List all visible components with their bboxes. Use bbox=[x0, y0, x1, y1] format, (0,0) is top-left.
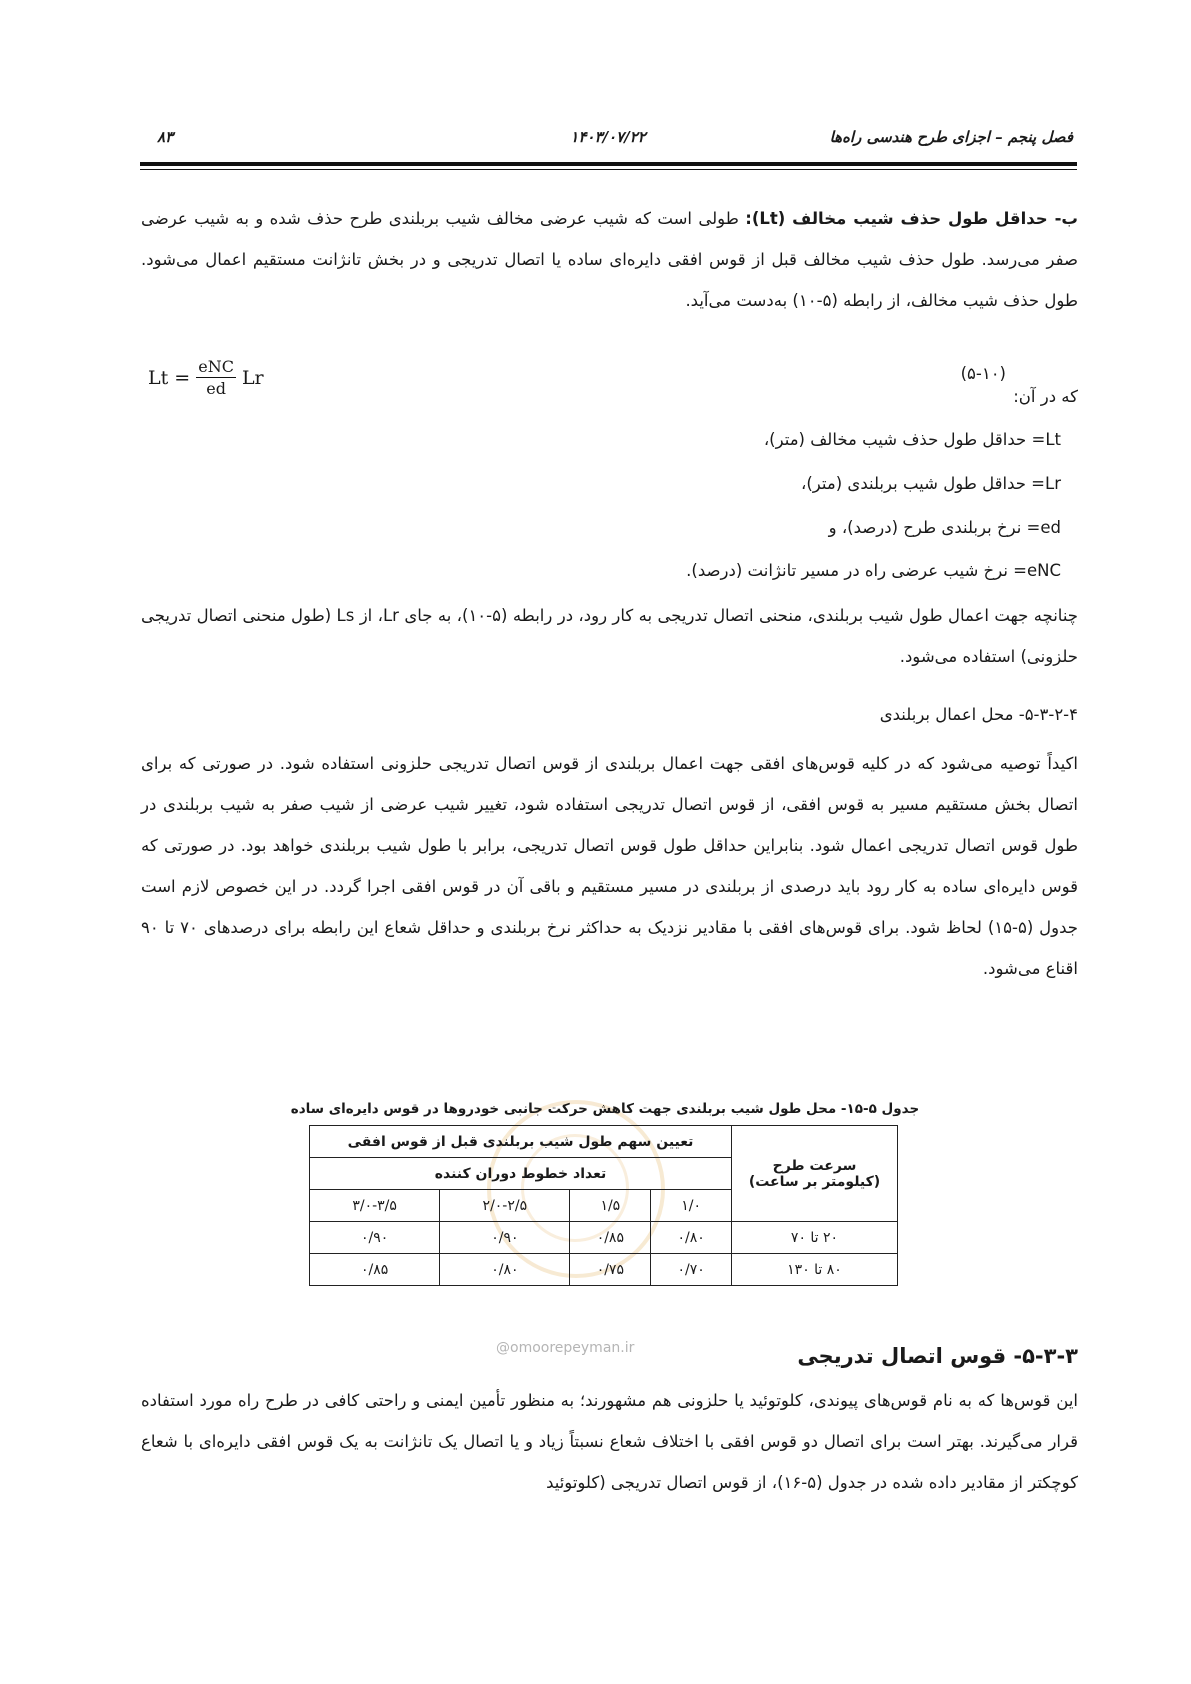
paragraph-b-text: طولی است که شیب عرضی مخالف شیب بربلندی طرح حذف شده و به شیب عرضی صفر می‌رسد. طول حذف شیب مخالف قبل از قوس افقی دایره‌ای ساده یا اتصال تدریجی و در بخش تانژانت مستقیم اعمال می‌شود. طول حذف شیب مخالف، از رابطه (۵-۱۰) به‌دست می‌آید. bbox=[141, 209, 1078, 310]
superelevation-table bbox=[309, 1125, 898, 1286]
lane-col-1: ۱/۰ bbox=[651, 1190, 732, 1222]
header-date: ۱۴۰۳/۰۷/۲۲ bbox=[570, 128, 646, 146]
paragraph-location: اکیداً توصیه می‌شود که در کلیه قوس‌های افقی جهت اعمال بربلندی از قوس اتصال تدریجی حلزونی استفاده شود. در صورتی که برای اتصال بخش مستقیم مسیر به قوس افقی، از قوس اتصال تدریجی استفاده شود، تغییر شیب عرضی از شیب صفر به شیب بربلندی در طول قوس اتصال تدریجی اعمال شود. بنابراین حداقل طول قوس اتصال تدریجی، برابر با طول شیب بربلندی خواهد بود. در صورتی که قوس دایره‌ای ساده به کار رود باید درصدی از بربلندی در مسیر مستقیم و باقی آن در قوس افقی اجرا گردد. در این خصوص لازم است جدول (۵-۱۵) لحاظ شود. برای قوس‌های افقی با مقادیر نزدیک به حداکثر نرخ بربلندی و حداقل شعاع این رابطه برای درصدهای ۷۰ تا ۹۰ اقناع می‌شود. bbox=[141, 754, 1079, 978]
header-rule-thick bbox=[140, 162, 1077, 166]
section-title: ۵-۳-۳- قوس اتصال تدریجی bbox=[797, 1344, 1078, 1368]
table-caption: جدول ۵-۱۵- محل طول شیب بربلندی جهت کاهش حرکت جانبی خودروها در قوس دایره‌ای ساده bbox=[290, 1101, 920, 1117]
value-cell: ۰/۷۰ bbox=[651, 1254, 732, 1286]
table-row bbox=[310, 1254, 898, 1286]
formula bbox=[148, 357, 264, 398]
definitions-intro: که در آن: bbox=[1013, 387, 1078, 406]
formula-fraction bbox=[196, 357, 236, 398]
equation-number: (۵-۱۰) bbox=[960, 364, 1006, 383]
table-row bbox=[310, 1222, 898, 1254]
paragraph-b bbox=[141, 198, 1078, 321]
value-cell: ۰/۸۰ bbox=[651, 1222, 732, 1254]
formula-rhs: Lr bbox=[241, 366, 264, 389]
formula-denominator: ed bbox=[206, 379, 226, 398]
formula-numerator: eNC bbox=[198, 357, 234, 376]
paragraph-spiral: چنانچه جهت اعمال طول شیب بربلندی، منحنی اتصال تدریجی به کار رود، در رابطه (۵-۱۰)، به جای Lr، از Ls (طول منحنی اتصال تدریجی حلزونی) استفاده می‌شود. bbox=[141, 606, 1078, 666]
page-header bbox=[143, 128, 1073, 154]
value-cell: ۰/۹۰ bbox=[440, 1222, 570, 1254]
speed-cell: ۸۰ تا ۱۳۰ bbox=[732, 1254, 898, 1286]
subsection-title: ۵-۳-۲-۴- محل اعمال بربلندی bbox=[879, 705, 1078, 724]
value-cell: ۰/۸۵ bbox=[570, 1222, 651, 1254]
speed-header: سرعت طرح (کیلومتر بر ساعت) bbox=[732, 1126, 898, 1222]
definition-lr: Lr= حداقل طول شیب بربلندی (متر)، bbox=[801, 474, 1061, 493]
chapter-title: فصل پنجم – اجزای طرح هندسی راه‌ها bbox=[829, 128, 1073, 146]
value-cell: ۰/۷۵ bbox=[570, 1254, 651, 1286]
page-number: ۸۳ bbox=[157, 128, 174, 146]
lanes-header: تعداد خطوط دوران کننده bbox=[310, 1158, 732, 1190]
group-header: تعیین سهم طول شیب بربلندی قبل از قوس افقی bbox=[310, 1126, 732, 1158]
definition-enc: eNC= نرخ شیب عرضی راه در مسیر تانژانت (درصد). bbox=[686, 561, 1061, 580]
value-cell: ۰/۸۵ bbox=[310, 1254, 440, 1286]
lane-col-1-5: ۱/۵ bbox=[570, 1190, 651, 1222]
paragraph-clothoid: این قوس‌ها که به نام قوس‌های پیوندی، کلوتوئید یا حلزونی هم مشهورند؛ به منظور تأمین ایمنی و راحتی کافی در طرح راه مورد استفاده قرار می‌گیرند. بهتر است برای اتصال دو قوس افقی با اختلاف شعاع نسبتاً زیاد و یا اتصال یک تانژانت به یک قوس افقی دایره‌ای با شعاع کوچکتر از مقادیر داده شده در جدول (۵-۱۶)، از قوس اتصال تدریجی (کلوتوئید bbox=[141, 1391, 1078, 1492]
definition-ed: ed= نرخ بربلندی طرح (درصد)، و bbox=[828, 518, 1061, 537]
lane-col-3: ۳/۰-۳/۵ bbox=[310, 1190, 440, 1222]
formula-lhs: Lt = bbox=[148, 366, 191, 389]
header-rule-thin bbox=[140, 169, 1077, 170]
value-cell: ۰/۸۰ bbox=[440, 1254, 570, 1286]
speed-cell: ۲۰ تا ۷۰ bbox=[732, 1222, 898, 1254]
lane-col-2: ۲/۰-۲/۵ bbox=[440, 1190, 570, 1222]
value-cell: ۰/۹۰ bbox=[310, 1222, 440, 1254]
definition-lt: Lt= حداقل طول حذف شیب مخالف (متر)، bbox=[763, 430, 1061, 449]
watermark-text: @omoorepeyman.ir bbox=[496, 1340, 635, 1356]
paragraph-b-title: ب- حداقل طول حذف شیب مخالف (Lt): bbox=[745, 209, 1078, 228]
